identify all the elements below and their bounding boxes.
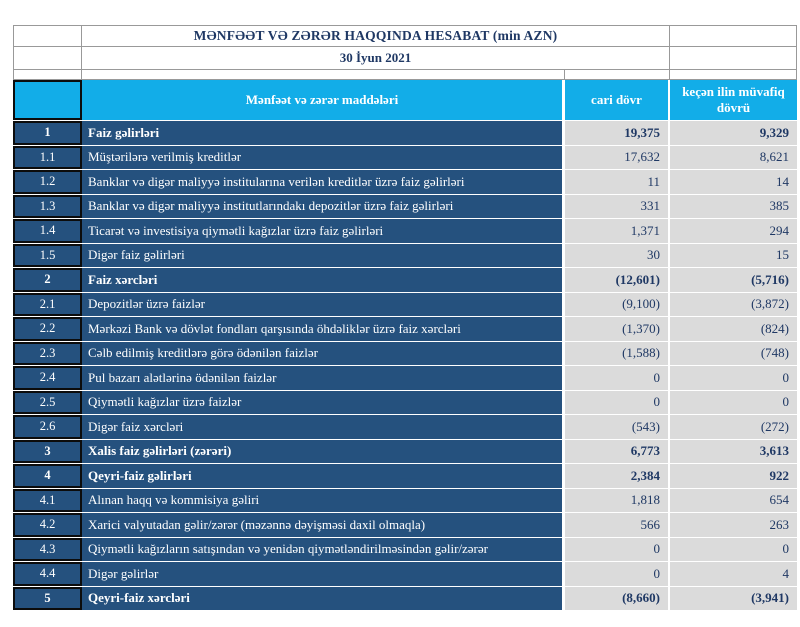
table-row	[13, 415, 797, 440]
row-previous-value-cell: (3,941)	[670, 587, 797, 611]
row-number-cell: 4.3	[13, 538, 82, 562]
table-row	[13, 562, 797, 587]
row-label-cell: Xalis faiz gəlirləri (zərəri)	[82, 440, 565, 464]
row-previous-value-cell: 294	[670, 219, 797, 243]
row-number-cell: 1.4	[13, 219, 82, 243]
row-previous-value-cell: (3,872)	[670, 293, 797, 317]
spacer-cell	[670, 70, 797, 80]
table-row	[13, 317, 797, 342]
row-previous-value-cell: (272)	[670, 415, 797, 439]
pnl-table	[13, 25, 797, 611]
row-number-cell: 2.4	[13, 366, 82, 390]
row-previous-value-cell: (824)	[670, 317, 797, 341]
table-row	[13, 244, 797, 269]
row-number-cell: 2.6	[13, 415, 82, 439]
row-current-value-cell: (8,660)	[565, 587, 670, 611]
report-date: 30 İyun 2021	[82, 47, 670, 70]
row-previous-value-cell: 922	[670, 464, 797, 488]
row-current-value-cell: 0	[565, 562, 670, 586]
spacer-cell	[82, 70, 565, 80]
column-header-row	[13, 80, 797, 121]
row-current-value-cell: (1,370)	[565, 317, 670, 341]
row-label-cell: Alınan haqq və kommisiya gəliri	[82, 489, 565, 513]
report-title: MƏNFƏƏT VƏ ZƏRƏR HAQQINDA HESABAT (min AZN)	[82, 25, 670, 47]
row-number-cell: 1.2	[13, 170, 82, 194]
header-items-label: Mənfəət və zərər maddələri	[82, 80, 565, 120]
date-row-empty-right	[670, 47, 797, 70]
row-number-cell: 1.5	[13, 244, 82, 268]
row-number-cell: 1	[13, 121, 82, 145]
row-previous-value-cell: 3,613	[670, 440, 797, 464]
row-previous-value-cell: 15	[670, 244, 797, 268]
spacer-cell	[565, 70, 670, 80]
row-number-cell: 2.3	[13, 342, 82, 366]
row-label-cell: Banklar və digər maliyyə institutlarındakı depozitlər üzrə faiz gəlirləri	[82, 195, 565, 219]
row-current-value-cell: 17,632	[565, 146, 670, 170]
row-number-cell: 1.1	[13, 146, 82, 170]
row-number-cell: 2.2	[13, 317, 82, 341]
date-row	[13, 47, 797, 70]
row-number-cell: 4.4	[13, 562, 82, 586]
row-label-cell: Depozitlər üzrə faizlər	[82, 293, 565, 317]
table-row	[13, 513, 797, 538]
row-label-cell: Mərkəzi Bank və dövlət fondları qarşısında öhdəliklər üzrə faiz xərcləri	[82, 317, 565, 341]
row-previous-value-cell: 8,621	[670, 146, 797, 170]
row-number-cell: 4.2	[13, 513, 82, 537]
spacer-cell	[13, 70, 82, 80]
row-current-value-cell: 6,773	[565, 440, 670, 464]
row-label-cell: Pul bazarı alətlərinə ödənilən faizlər	[82, 366, 565, 390]
row-label-cell: Digər gəlirlər	[82, 562, 565, 586]
header-current-period-label: cari dövr	[565, 80, 670, 120]
row-number-cell: 4	[13, 464, 82, 488]
row-previous-value-cell: 0	[670, 366, 797, 390]
row-current-value-cell: 19,375	[565, 121, 670, 145]
row-current-value-cell: (12,601)	[565, 268, 670, 292]
row-current-value-cell: 566	[565, 513, 670, 537]
table-row	[13, 121, 797, 146]
row-previous-value-cell: 4	[670, 562, 797, 586]
row-current-value-cell: 0	[565, 366, 670, 390]
table-row	[13, 464, 797, 489]
row-label-cell: Ticarət və investisiya qiymətli kağızlar üzrə faiz gəlirləri	[82, 219, 565, 243]
table-row	[13, 146, 797, 171]
table-row	[13, 440, 797, 465]
row-current-value-cell: 30	[565, 244, 670, 268]
date-row-empty-left	[13, 47, 82, 70]
table-body	[13, 121, 797, 611]
row-number-cell: 2.1	[13, 293, 82, 317]
row-label-cell: Faiz xərcləri	[82, 268, 565, 292]
table-row	[13, 391, 797, 416]
spacer-row	[13, 70, 797, 80]
row-label-cell: Qeyri-faiz gəlirləri	[82, 464, 565, 488]
row-label-cell: Qiymətli kağızların satışından və yenidən qiymətləndirilməsindən gəlir/zərər	[82, 538, 565, 562]
row-current-value-cell: 1,371	[565, 219, 670, 243]
row-label-cell: Digər faiz gəlirləri	[82, 244, 565, 268]
row-previous-value-cell: 14	[670, 170, 797, 194]
row-previous-value-cell: 0	[670, 391, 797, 415]
row-previous-value-cell: (5,716)	[670, 268, 797, 292]
title-row-empty-right	[670, 25, 797, 47]
header-previous-period-label: keçən ilin müvafiq dövrü	[670, 80, 797, 120]
row-number-cell: 3	[13, 440, 82, 464]
row-previous-value-cell: 9,329	[670, 121, 797, 145]
table-row	[13, 342, 797, 367]
row-current-value-cell: 1,818	[565, 489, 670, 513]
row-current-value-cell: (1,588)	[565, 342, 670, 366]
row-number-cell: 5	[13, 587, 82, 611]
table-row	[13, 293, 797, 318]
table-row	[13, 170, 797, 195]
table-row	[13, 587, 797, 612]
row-label-cell: Qeyri-faiz xərcləri	[82, 587, 565, 611]
row-current-value-cell: 11	[565, 170, 670, 194]
row-number-cell: 2	[13, 268, 82, 292]
row-label-cell: Banklar və digər maliyyə institularına verilən kreditlər üzrə faiz gəlirləri	[82, 170, 565, 194]
title-row	[13, 25, 797, 47]
table-row	[13, 366, 797, 391]
row-current-value-cell: 0	[565, 391, 670, 415]
row-previous-value-cell: 385	[670, 195, 797, 219]
row-previous-value-cell: (748)	[670, 342, 797, 366]
table-row	[13, 268, 797, 293]
table-row	[13, 195, 797, 220]
row-current-value-cell: (9,100)	[565, 293, 670, 317]
row-current-value-cell: (543)	[565, 415, 670, 439]
row-number-cell: 1.3	[13, 195, 82, 219]
table-row	[13, 219, 797, 244]
row-previous-value-cell: 654	[670, 489, 797, 513]
row-label-cell: Faiz gəlirləri	[82, 121, 565, 145]
row-label-cell: Cəlb edilmiş kreditlərə görə ödənilən faizlər	[82, 342, 565, 366]
row-current-value-cell: 331	[565, 195, 670, 219]
row-number-cell: 2.5	[13, 391, 82, 415]
row-label-cell: Müştərilərə verilmiş kreditlər	[82, 146, 565, 170]
title-row-empty-left	[13, 25, 82, 47]
row-label-cell: Digər faiz xərcləri	[82, 415, 565, 439]
table-row	[13, 538, 797, 563]
row-number-cell: 4.1	[13, 489, 82, 513]
header-number-cell	[13, 80, 82, 120]
row-label-cell: Xarici valyutadan gəlir/zərər (məzənnə dəyişməsi daxil olmaqla)	[82, 513, 565, 537]
row-previous-value-cell: 0	[670, 538, 797, 562]
row-current-value-cell: 2,384	[565, 464, 670, 488]
row-previous-value-cell: 263	[670, 513, 797, 537]
row-current-value-cell: 0	[565, 538, 670, 562]
table-row	[13, 489, 797, 514]
row-label-cell: Qiymətli kağızlar üzrə faizlər	[82, 391, 565, 415]
